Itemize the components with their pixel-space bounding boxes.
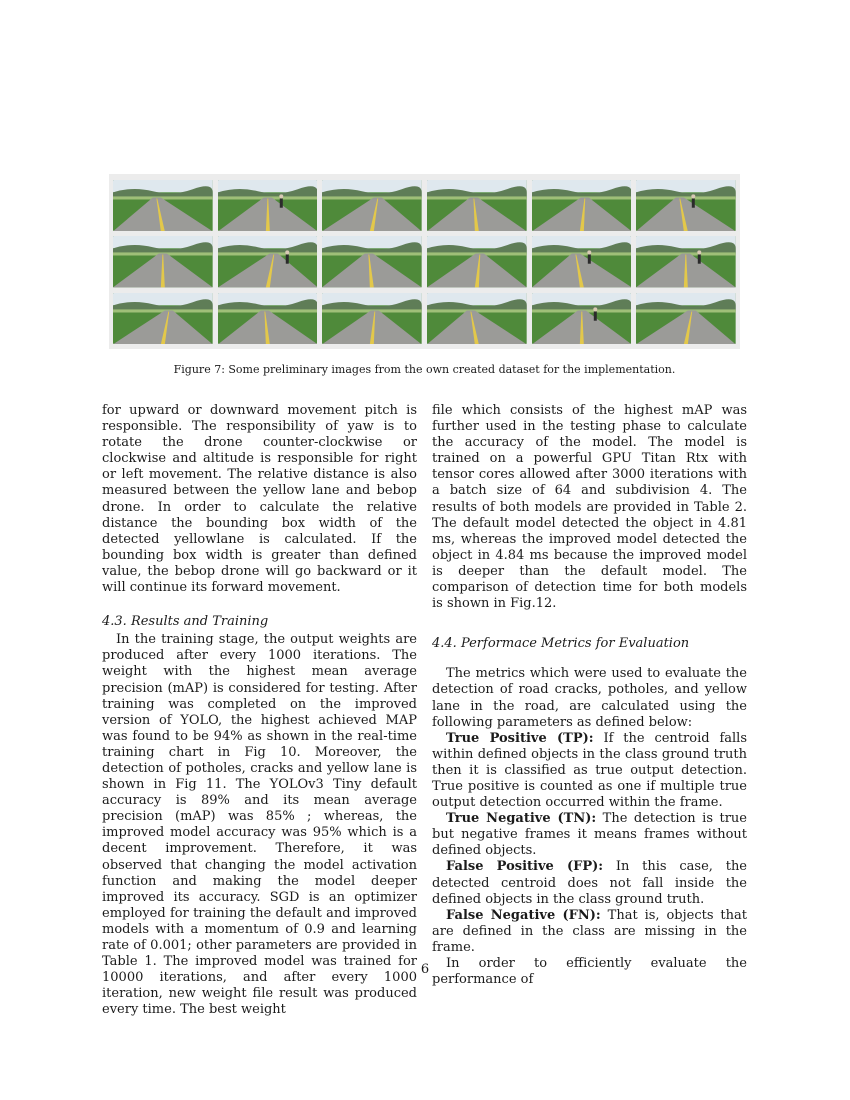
term-tn: True Negative (TN): — [446, 811, 597, 827]
left-column — [102, 403, 417, 1018]
right-column — [432, 403, 747, 988]
dataset-image — [427, 236, 527, 287]
section-heading-4-3: 4.3. Results and Training — [102, 614, 269, 630]
dataset-image — [427, 293, 527, 344]
definition-fn — [432, 908, 747, 956]
dataset-image — [532, 236, 632, 287]
definition-fp — [432, 859, 747, 907]
dataset-image — [636, 293, 736, 344]
definition-text: The detection is true but negative frames it means frames without defined objects. — [432, 811, 747, 859]
figure-7 — [109, 174, 740, 349]
dataset-image — [636, 236, 736, 287]
dataset-image — [113, 236, 213, 287]
dataset-image — [113, 180, 213, 231]
term-fn: False Negative (FN): — [446, 907, 601, 923]
paragraph: In order to efficiently evaluate the performance of — [432, 956, 747, 988]
page-number: 6 — [420, 962, 430, 977]
definition-text: If the centroid falls within defined objects in the class ground truth then it is classified as true output detection. True positive is counted as one if multiple true output detection occurred within the frame. — [432, 730, 747, 811]
dataset-image — [113, 293, 213, 344]
definition-text: In this case, the detected centroid does not fall inside the defined objects in the class ground truth. — [432, 859, 748, 907]
dataset-image — [427, 180, 527, 231]
image-grid — [113, 180, 736, 344]
term-fp: False Positive (FP): — [446, 859, 604, 875]
paragraph: file which consists of the highest mAP was further used in the testing phase to calculate the accuracy of the model. The model is trained on a powerful GPU Titan Rtx with tensor cores allowed after 3000 iterations with a batch size of 64 and subdivision 4. The results of both models are provided in Table 2. The default model detected the object in 4.81 ms, whereas the improved model detected the object in 4.84 ms because the improved model is deeper than the default model. The comparison of detection time for both models is shown in Fig.12. — [432, 403, 747, 612]
section-heading-4-4: 4.4. Performace Metrics for Evaluation — [432, 636, 690, 652]
definition-tp — [432, 731, 747, 811]
dataset-image — [532, 180, 632, 231]
dataset-image — [218, 236, 318, 287]
dataset-image — [322, 236, 422, 287]
dataset-image — [218, 293, 318, 344]
paragraph: In the training stage, the output weights are produced after every 1000 iterations. The weight with the highest mean average precision (mAP) is considered for testing. After training was completed on the improved version of YOLO, the highest achieved MAP was found to be 94% as shown in the real-time training chart in Fig 10. Moreover, the detection of potholes, cracks and yellow lane is shown in Fig 11. The YOLOv3 Tiny default accuracy is 89% and its mean average precision (mAP) was 85% ; whereas, the improved model accuracy was 95% which is a decent improvement. Therefore, it was observed that changing the model activation function and making the model deeper improved its accuracy. SGD is an optimizer employed for training the default and improved models with a momentum of 0.9 and learning rate of 0.001; other parameters are provided in Table 1. The improved model was trained for 10000 iterations, and after every 1000 iteration, new weight file result was produced every time. The best weight — [102, 632, 417, 1018]
paragraph: The metrics which were used to evaluate the detection of road cracks, potholes, and yellow lane in the road, are calculated using the following parameters as defined below: — [432, 666, 747, 730]
figure-caption: Figure 7: Some preliminary images from the own created dataset for the implementation. — [173, 363, 676, 376]
definition-text: That is, objects that are defined in the class are missing in the frame. — [432, 907, 747, 955]
dataset-image — [322, 293, 422, 344]
definition-tn — [432, 811, 747, 859]
dataset-image — [636, 180, 736, 231]
dataset-image — [322, 180, 422, 231]
paragraph: for upward or downward movement pitch is responsible. The responsibility of yaw is to rotate the drone counter-clockwise or clockwise and altitude is responsible for right or left movement. The relative distance is also measured between the yellow lane and bebop drone. In order to calculate the relative distance the bounding box width of the detected yellowlane is calculated. If the bounding box width is greater than defined value, the bebop drone will go backward or it will continue its forward movement. — [102, 403, 417, 596]
term-tp: True Positive (TP): — [446, 730, 594, 746]
dataset-image — [532, 293, 632, 344]
dataset-image — [218, 180, 318, 231]
